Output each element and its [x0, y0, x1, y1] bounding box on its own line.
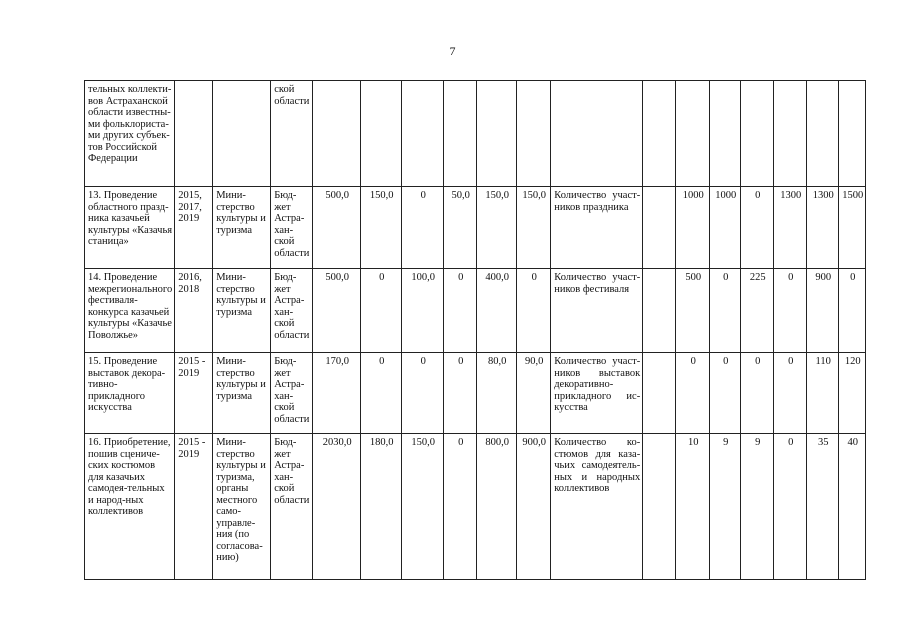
funding-2017-cell: 0: [444, 269, 477, 353]
funding-2015-cell: 150,0: [361, 187, 402, 269]
page-number: 7: [449, 44, 456, 58]
indicator-2019-cell: 1300: [807, 187, 839, 269]
indicator-2017-cell: 0: [741, 187, 774, 269]
funding-2019-cell: 150,0: [517, 187, 551, 269]
indicator-2017-cell: 225: [741, 269, 774, 353]
funding-source-cell: Бюд-жет Астра-хан-ской области: [271, 187, 313, 269]
executor-cell: Мини-стерство культуры и туризма: [213, 187, 271, 269]
funding-2019-cell: 0: [517, 269, 551, 353]
funding-2017-cell: 0: [444, 353, 477, 434]
funding-2015-cell: 0: [361, 353, 402, 434]
indicator-name-cell: Количество участ-ников праздника: [551, 187, 643, 269]
funding-source-cell: ской области: [271, 81, 313, 187]
funding-2018-cell: 400,0: [477, 269, 517, 353]
indicator-base-cell: [643, 269, 676, 353]
indicator-base-cell: [643, 434, 676, 580]
funding-2015-cell: 180,0: [361, 434, 402, 580]
indicator-2020-cell: 40: [839, 434, 866, 580]
indicator-2016-cell: 9: [710, 434, 741, 580]
executor-cell: Мини-стерство культуры и туризма, органы местного само-управле-ния (по согласова-нию): [213, 434, 271, 580]
funding-source-cell: Бюд-жет Астра-хан-ской области: [271, 269, 313, 353]
funding-2015-cell: 0: [361, 269, 402, 353]
table-row: [85, 353, 866, 434]
table-row: [85, 269, 866, 353]
funding-2018-cell: 80,0: [477, 353, 517, 434]
funding-2018-cell: 150,0: [477, 187, 517, 269]
funding-2015-cell: [361, 81, 402, 187]
funding-2018-cell: [477, 81, 517, 187]
funding-2019-cell: [517, 81, 551, 187]
indicator-2019-cell: 900: [807, 269, 839, 353]
indicator-2019-cell: [807, 81, 839, 187]
funding-2017-cell: 0: [444, 434, 477, 580]
indicator-2019-cell: 35: [807, 434, 839, 580]
years-cell: 2015 - 2019: [175, 353, 213, 434]
indicator-2018-cell: 0: [774, 353, 807, 434]
executor-cell: Мини-стерство культуры и туризма: [213, 353, 271, 434]
indicator-2017-cell: 0: [741, 353, 774, 434]
indicator-base-cell: [643, 353, 676, 434]
funding-2019-cell: 900,0: [517, 434, 551, 580]
funding-2016-cell: 150,0: [402, 434, 444, 580]
total-funding-cell: [313, 81, 361, 187]
indicator-2020-cell: 120: [839, 353, 866, 434]
indicator-name-cell: Количество ко-стюмов для каза-чьих самодеятель-ных и народных коллективов: [551, 434, 643, 580]
indicator-2018-cell: [774, 81, 807, 187]
funding-2016-cell: 0: [402, 187, 444, 269]
executor-cell: Мини-стерство культуры и туризма: [213, 269, 271, 353]
program-table: [84, 80, 866, 580]
years-cell: [175, 81, 213, 187]
indicator-2017-cell: [741, 81, 774, 187]
indicator-2020-cell: 0: [839, 269, 866, 353]
funding-source-cell: Бюд-жет Астра-хан-ской области: [271, 353, 313, 434]
table-row: [85, 81, 866, 187]
indicator-2015-cell: [676, 81, 710, 187]
indicator-2020-cell: 1500: [839, 187, 866, 269]
indicator-name-cell: Количество участ-ников выставок декоративно-прикладного ис-кусства: [551, 353, 643, 434]
indicator-name-cell: Количество участ-ников фестиваля: [551, 269, 643, 353]
funding-2019-cell: 90,0: [517, 353, 551, 434]
indicator-name-cell: [551, 81, 643, 187]
table-row: [85, 434, 866, 580]
indicator-2015-cell: 500: [676, 269, 710, 353]
activity-name-cell: 15. Проведение выставок декора-тивно-прикладного искусства: [85, 353, 175, 434]
total-funding-cell: 500,0: [313, 187, 361, 269]
activity-name-cell: 13. Проведение областного празд-ника казачьей культуры «Казачья станица»: [85, 187, 175, 269]
funding-2017-cell: 50,0: [444, 187, 477, 269]
funding-2017-cell: [444, 81, 477, 187]
indicator-base-cell: [643, 81, 676, 187]
indicator-2015-cell: 0: [676, 353, 710, 434]
total-funding-cell: 2030,0: [313, 434, 361, 580]
indicator-base-cell: [643, 187, 676, 269]
total-funding-cell: 500,0: [313, 269, 361, 353]
funding-2016-cell: [402, 81, 444, 187]
activity-name-cell: тельных коллекти-вов Астраханской области известны-ми фольклориста-ми других субъек-тов Российской Федерации: [85, 81, 175, 187]
indicator-2016-cell: [710, 81, 741, 187]
indicator-2018-cell: 0: [774, 269, 807, 353]
funding-2016-cell: 100,0: [402, 269, 444, 353]
years-cell: 2015 - 2019: [175, 434, 213, 580]
indicator-2020-cell: [839, 81, 866, 187]
years-cell: 2016, 2018: [175, 269, 213, 353]
indicator-2016-cell: 0: [710, 269, 741, 353]
funding-2018-cell: 800,0: [477, 434, 517, 580]
indicator-2015-cell: 1000: [676, 187, 710, 269]
funding-source-cell: Бюд-жет Астра-хан-ской области: [271, 434, 313, 580]
indicator-2016-cell: 1000: [710, 187, 741, 269]
indicator-2017-cell: 9: [741, 434, 774, 580]
total-funding-cell: 170,0: [313, 353, 361, 434]
funding-2016-cell: 0: [402, 353, 444, 434]
table-row: [85, 187, 866, 269]
indicator-2015-cell: 10: [676, 434, 710, 580]
indicator-2018-cell: 0: [774, 434, 807, 580]
indicator-2019-cell: 110: [807, 353, 839, 434]
executor-cell: [213, 81, 271, 187]
activity-name-cell: 16. Приобретение, пошив сцениче-ских костюмов для казачьих самодея-тельных и народ-ных коллективов: [85, 434, 175, 580]
indicator-2016-cell: 0: [710, 353, 741, 434]
activity-name-cell: 14. Проведение межрегионального фестиваля-конкурса казачьей культуры «Казачье Поволжье»: [85, 269, 175, 353]
years-cell: 2015, 2017, 2019: [175, 187, 213, 269]
indicator-2018-cell: 1300: [774, 187, 807, 269]
